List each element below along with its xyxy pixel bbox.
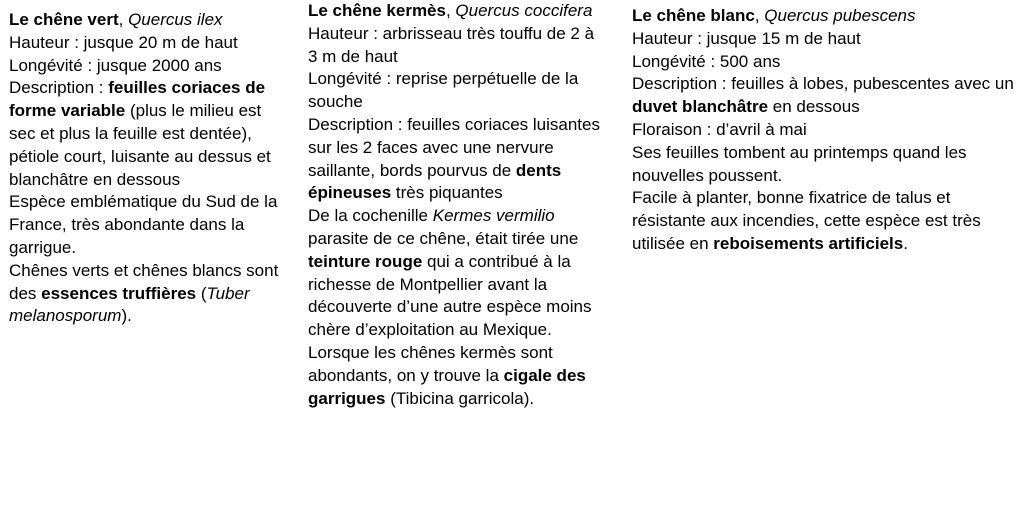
cicada-rest: (Tibicina garricola). bbox=[385, 388, 535, 408]
oak-dye-note bbox=[308, 205, 608, 342]
oak-height: Hauteur : jusque 20 m de haut bbox=[9, 32, 238, 52]
cicada-highlight: cigale des garrigues bbox=[308, 365, 586, 408]
oak-column-chene-kermes bbox=[308, 0, 608, 410]
description-rest: (plus le milieu est sec et plus la feuille est dentée), pétiole court, luisante au dessus et blanchâtre en dessous bbox=[9, 101, 271, 189]
oak-latin-name: Quercus coccifera bbox=[455, 1, 593, 20]
oak-title bbox=[632, 5, 1018, 28]
oak-latin-name: Quercus pubescens bbox=[764, 6, 916, 25]
title-separator: , bbox=[445, 1, 456, 20]
description-prefix: Description : feuilles coriaces luisantes sur les 2 faces avec une nervure saillante, bords pourvus de bbox=[308, 114, 600, 180]
oak-title bbox=[308, 0, 608, 23]
oak-name: Le chêne kermès bbox=[308, 1, 446, 20]
truffle-highlight: essences truffières bbox=[41, 283, 197, 303]
oak-name: Le chêne blanc bbox=[632, 6, 755, 25]
truffle-paren-close: ). bbox=[121, 306, 132, 326]
oak-description bbox=[9, 77, 291, 191]
description-highlight: dents épineuses bbox=[308, 160, 562, 203]
oak-latin-name: Quercus ilex bbox=[128, 10, 223, 29]
description-prefix: Description : bbox=[9, 78, 109, 98]
dye-prefix: De la cochenille bbox=[308, 206, 433, 226]
oak-longevity: Longévité : 500 ans bbox=[632, 51, 781, 71]
oak-title bbox=[9, 9, 291, 32]
oak-longevity: Longévité : jusque 2000 ans bbox=[9, 55, 222, 75]
oak-description bbox=[632, 73, 1018, 119]
uses-highlight: reboisements artificiels bbox=[713, 233, 904, 253]
truffle-prefix: Chênes verts et chênes blancs sont des bbox=[9, 260, 279, 303]
title-separator: , bbox=[754, 6, 765, 25]
description-highlight: feuilles coriaces de forme variable bbox=[9, 78, 266, 121]
truffle-latin-name: Tuber melanosporum bbox=[9, 283, 250, 326]
description-prefix: Description : feuilles à lobes, pubescentes avec un bbox=[632, 74, 1014, 94]
oak-description bbox=[308, 114, 608, 205]
uses-rest: . bbox=[903, 233, 908, 253]
description-highlight: duvet blanchâtre bbox=[632, 97, 769, 117]
oak-flowering: Floraison : d’avril à mai bbox=[632, 119, 807, 139]
oak-height: Hauteur : arbrisseau très touffu de 2 à 3 m de haut bbox=[308, 23, 595, 66]
dye-rest: qui a contribué à la richesse de Montpellier avant la découverte d’une autre espèce moins chère d’exploitation au Mexique. bbox=[308, 251, 592, 340]
title-separator: , bbox=[118, 10, 129, 29]
truffle-paren-open: ( bbox=[196, 283, 207, 303]
oak-longevity: Longévité : reprise perpétuelle de la souche bbox=[308, 69, 579, 112]
oak-uses-note bbox=[632, 187, 1018, 255]
uses-prefix: Facile à planter, bonne fixatrice de talus et résistante aux incendies, cette espèce est très utilisée en bbox=[632, 188, 981, 253]
oak-emblem-note: Espèce emblématique du Sud de la France, très abondante dans la garrigue. bbox=[9, 192, 278, 257]
oak-column-chene-blanc bbox=[632, 5, 1018, 256]
oak-column-chene-vert bbox=[9, 9, 291, 328]
oak-cicada-note bbox=[308, 342, 608, 410]
cicada-prefix: Lorsque les chênes kermès sont abondants, on y trouve la bbox=[308, 342, 553, 385]
dye-middle: parasite de ce chêne, était tirée une bbox=[308, 228, 579, 248]
dye-latin-name: Kermes vermilio bbox=[432, 206, 555, 226]
oak-leaves-note: Ses feuilles tombent au printemps quand les nouvelles poussent. bbox=[632, 142, 967, 185]
oak-height: Hauteur : jusque 15 m de haut bbox=[632, 28, 861, 48]
oak-name: Le chêne vert bbox=[9, 10, 119, 29]
dye-highlight: teinture rouge bbox=[308, 251, 423, 271]
description-rest: très piquantes bbox=[391, 183, 503, 203]
oak-truffle-note bbox=[9, 260, 291, 328]
description-rest: en dessous bbox=[768, 97, 860, 117]
